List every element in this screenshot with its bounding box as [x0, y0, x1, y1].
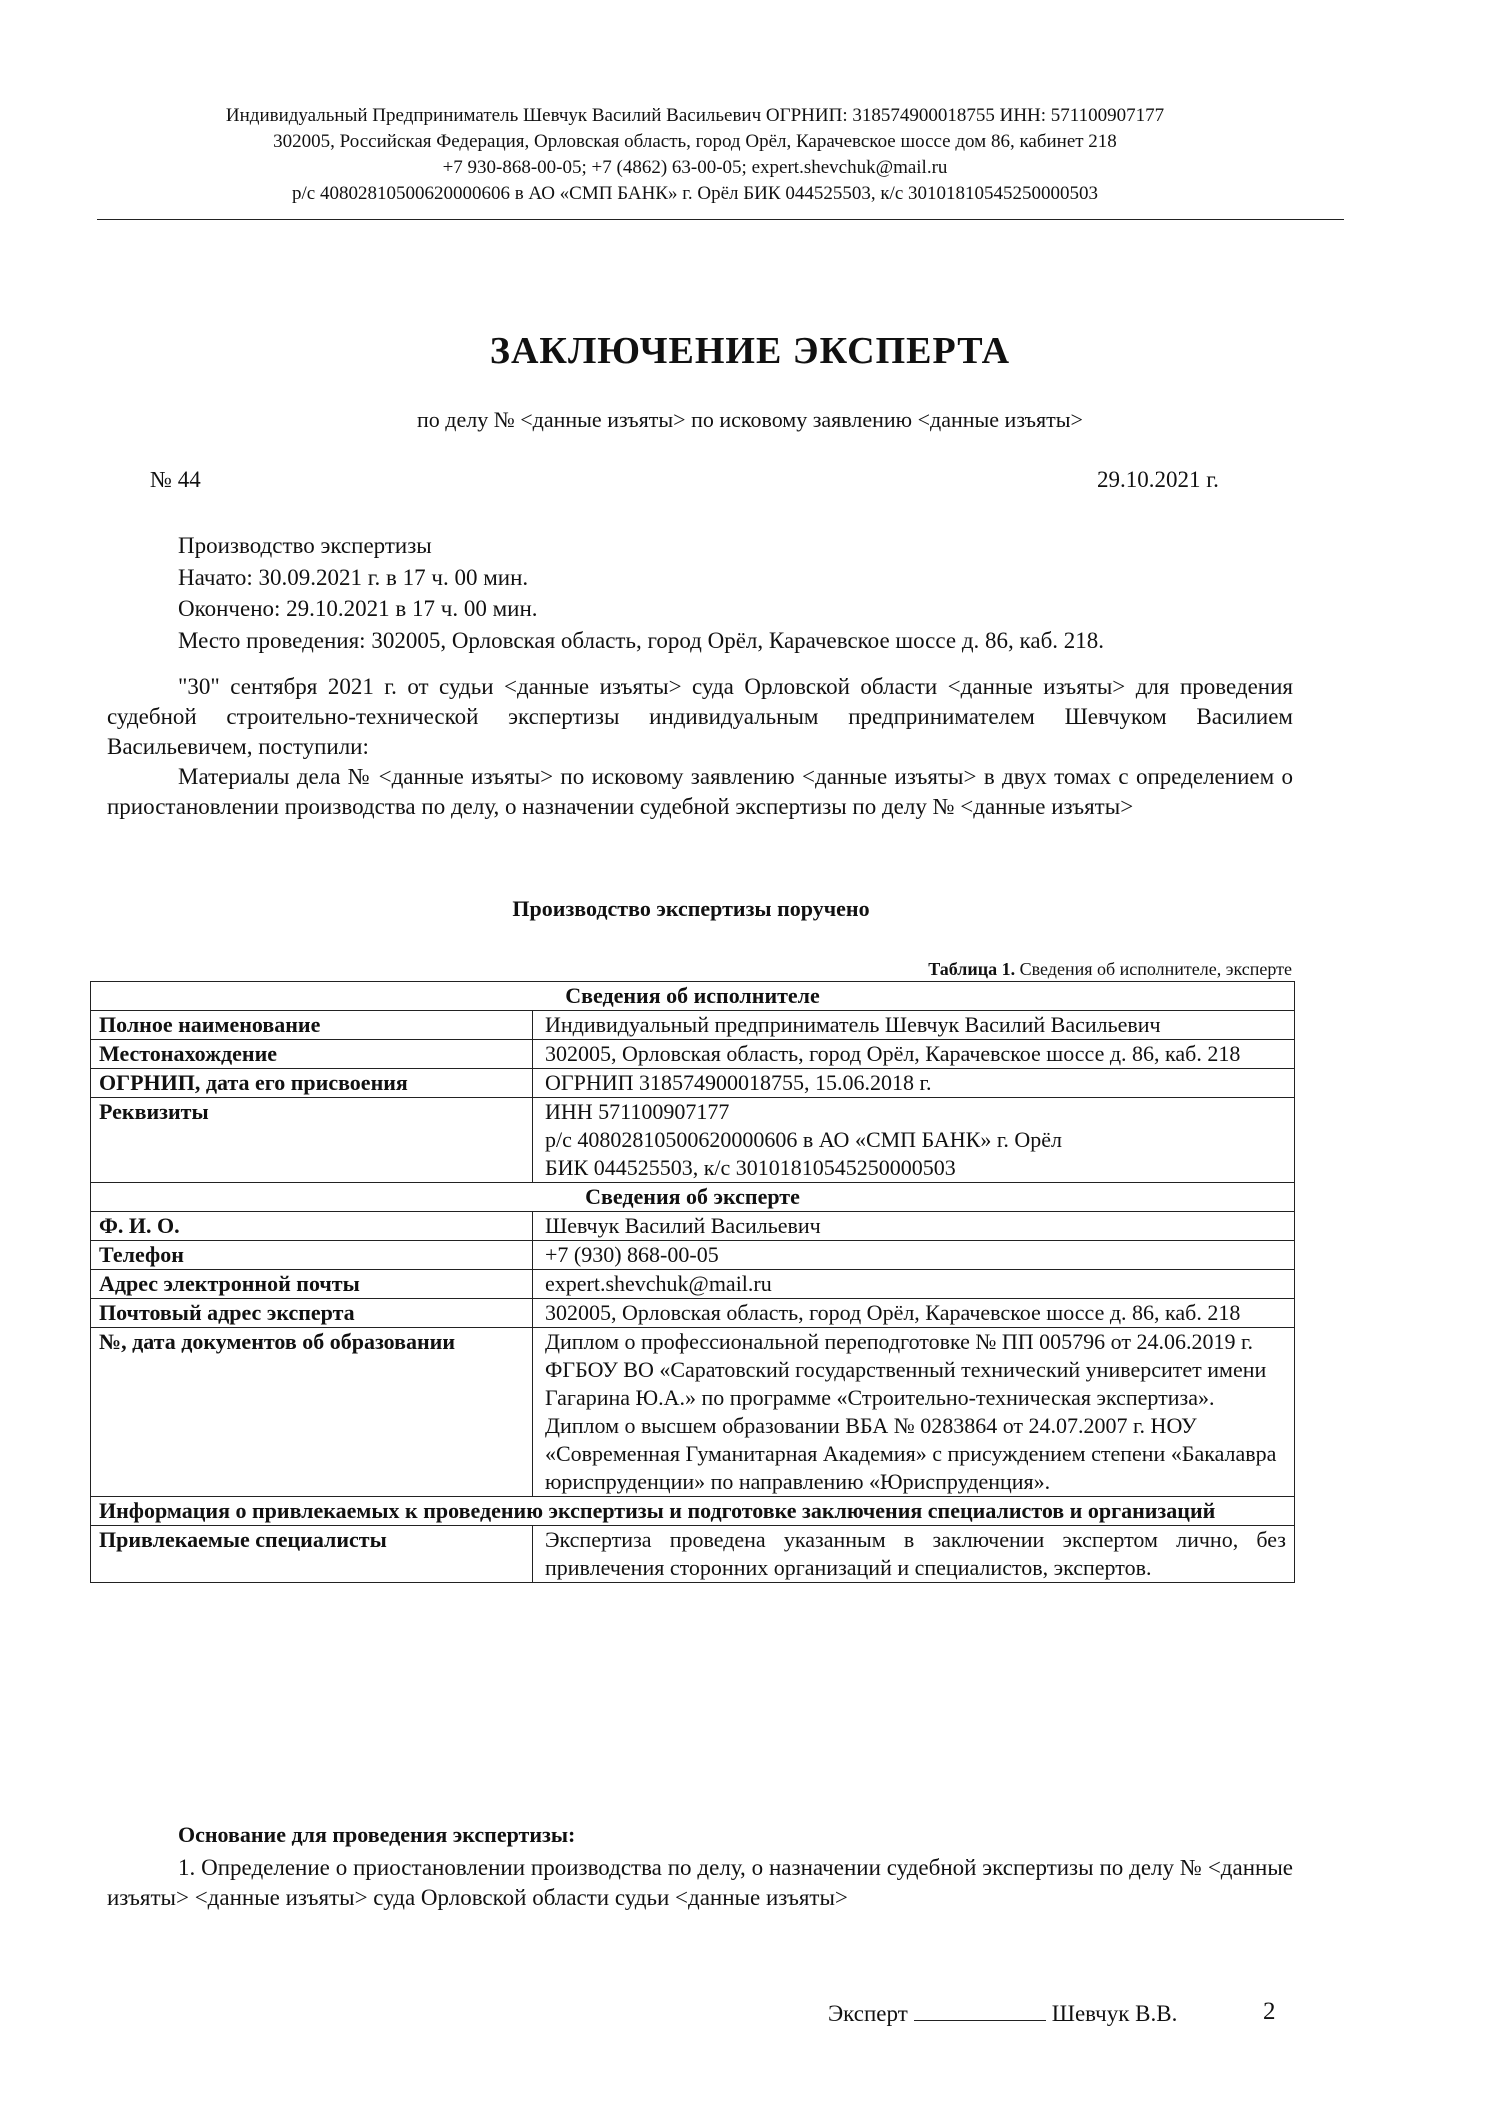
table-row: [91, 1069, 1295, 1098]
table-row: [91, 1328, 1295, 1497]
table-row: [91, 1040, 1295, 1069]
section-title: Производство экспертизы поручено: [512, 896, 870, 921]
email-value: expert.shevchuk@mail.ru: [533, 1270, 1295, 1299]
email-label: Адрес электронной почты: [91, 1270, 533, 1299]
intro-paragraph-1: "30" сентября 2021 г. от судьи <данные изъяты> суда Орловской области <данные изъяты> для проведения судебной строительно-технической экспертизы индивидуальным предпринимателем Шевчуком Василием Васильевичем, поступили:: [107, 674, 1293, 759]
basis-title: Основание для проведения экспертизы:: [178, 1822, 576, 1847]
table-row: [91, 1011, 1295, 1040]
basis-list: [107, 1853, 1293, 1913]
intro-paragraphs: [107, 672, 1293, 822]
production-start: Начато: 30.09.2021 г. в 17 ч. 00 мин.: [178, 564, 529, 590]
phone-label: Телефон: [91, 1241, 533, 1270]
fio-label: Ф. И. О.: [91, 1212, 533, 1241]
full-name-label: Полное наименование: [91, 1011, 533, 1040]
location-value: 302005, Орловская область, город Орёл, Карачевское шоссе д. 86, каб. 218: [533, 1040, 1295, 1069]
full-name-value: Индивидуальный предприниматель Шевчук Василий Васильевич: [533, 1011, 1295, 1040]
letterhead-line-3: +7 930-868-00-05; +7 (4862) 63-00-05; expert.shevchuk@mail.ru: [442, 157, 948, 178]
expert-header: Сведения об эксперте: [91, 1183, 1295, 1212]
footer-expert-label: Эксперт: [828, 2001, 908, 2026]
table-caption-number: Таблица 1.: [928, 959, 1016, 979]
education-label: №, дата документов об образовании: [91, 1328, 533, 1497]
requisites-value: [533, 1098, 1295, 1183]
document-number: № 44: [150, 467, 201, 492]
table-caption: [0, 959, 1292, 980]
executor-expert-table: [90, 981, 1295, 1583]
education-diploma-1: Диплом о профессиональной переподготовке № ПП 005796 от 24.06.2019 г. ФГБОУ ВО «Саратовский государственный технический университет имени Гагарина Ю.А.» по программе «Строительно-техническая экспертиза».: [545, 1329, 1267, 1410]
location-label: Местонахождение: [91, 1040, 533, 1069]
ogrnip-label: ОГРНИП, дата его присвоения: [91, 1069, 533, 1098]
fio-value: Шевчук Василий Васильевич: [533, 1212, 1295, 1241]
requisites-account: р/с 40802810500620000606 в АО «СМП БАНК» г. Орёл: [545, 1127, 1063, 1152]
table-row: [91, 982, 1295, 1011]
production-place: Место проведения: 302005, Орловская область, город Орёл, Карачевское шоссе д. 86, каб. 218.: [178, 627, 1105, 653]
page-number: 2: [1263, 1998, 1276, 2025]
education-diploma-2: Диплом о высшем образовании ВБА № 0283864 от 24.07.2007 г. НОУ «Современная Гуманитарная Академия» с присуждением степени «Бакалавра юриспруденции» по направлению «Юриспруденция».: [545, 1413, 1277, 1494]
table-row: [91, 1497, 1295, 1526]
specialists-label: Привлекаемые специалисты: [91, 1526, 533, 1583]
education-value: [533, 1328, 1295, 1497]
letterhead-divider: [97, 219, 1344, 220]
requisites-inn: ИНН 571100907177: [545, 1099, 730, 1124]
letterhead-line-2: 302005, Российская Федерация, Орловская область, город Орёл, Карачевское шоссе дом 86, кабинет 218: [273, 131, 1117, 152]
document-title: ЗАКЛЮЧЕНИЕ ЭКСПЕРТА: [489, 330, 1011, 372]
table-row: [91, 1183, 1295, 1212]
table-row: [91, 1098, 1295, 1183]
footer-expert-name: Шевчук В.В.: [1051, 2001, 1178, 2026]
table-row: [91, 1212, 1295, 1241]
page-footer: [828, 2001, 1177, 2027]
table-row: [91, 1241, 1295, 1270]
postal-address-value: 302005, Орловская область, город Орёл, Карачевское шоссе д. 86, каб. 218: [533, 1299, 1295, 1328]
basis-item-1: 1. Определение о приостановлении производства по делу, о назначении судебной экспертизы по делу № <данные изъяты> <данные изъяты> суда Орловской области судьи <данные изъяты>: [107, 1855, 1293, 1910]
requisites-label: Реквизиты: [91, 1098, 533, 1183]
letterhead-line-1: Индивидуальный Предприниматель Шевчук Василий Васильевич ОГРНИП: 318574900018755 ИНН: 571100907177: [225, 105, 1165, 126]
table-row: [91, 1270, 1295, 1299]
requisites-bik: БИК 044525503, к/с 30101810545250000503: [545, 1155, 956, 1180]
phone-value: +7 (930) 868-00-05: [533, 1241, 1295, 1270]
document-date: 29.10.2021 г.: [1097, 467, 1219, 492]
table-row: [91, 1526, 1295, 1583]
table-caption-text: Сведения об исполнителе, эксперте: [1015, 959, 1292, 979]
letterhead-line-4: р/с 40802810500620000606 в АО «СМП БАНК» г. Орёл БИК 044525503, к/с 30101810545250000503: [291, 183, 1099, 204]
intro-paragraph-2: Материалы дела № <данные изъяты> по исковому заявлению <данные изъяты> в двух томах с определением о приостановлении производства по делу, о назначении судебной экспертизы по делу № <данные изъяты>: [107, 764, 1293, 819]
production-end: Окончено: 29.10.2021 в 17 ч. 00 мин.: [178, 596, 538, 621]
signature-line: [914, 2002, 1046, 2021]
letterhead: [100, 103, 1290, 207]
executor-header: Сведения об исполнителе: [91, 982, 1295, 1011]
specialists-value: Экспертиза проведена указанным в заключении экспертом лично, без привлечения сторонних организаций и специалистов, экспертов.: [533, 1526, 1295, 1583]
postal-address-label: Почтовый адрес эксперта: [91, 1299, 533, 1328]
table-row: [91, 1299, 1295, 1328]
production-details: [178, 530, 1104, 656]
production-heading: Производство экспертизы: [178, 533, 432, 558]
specialists-info-header: Информация о привлекаемых к проведению экспертизы и подготовке заключения специалистов и организаций: [91, 1497, 1295, 1526]
document-subtitle: по делу № <данные изъяты> по исковому заявлению <данные изъяты>: [417, 407, 1083, 432]
ogrnip-value: ОГРНИП 318574900018755, 15.06.2018 г.: [533, 1069, 1295, 1098]
